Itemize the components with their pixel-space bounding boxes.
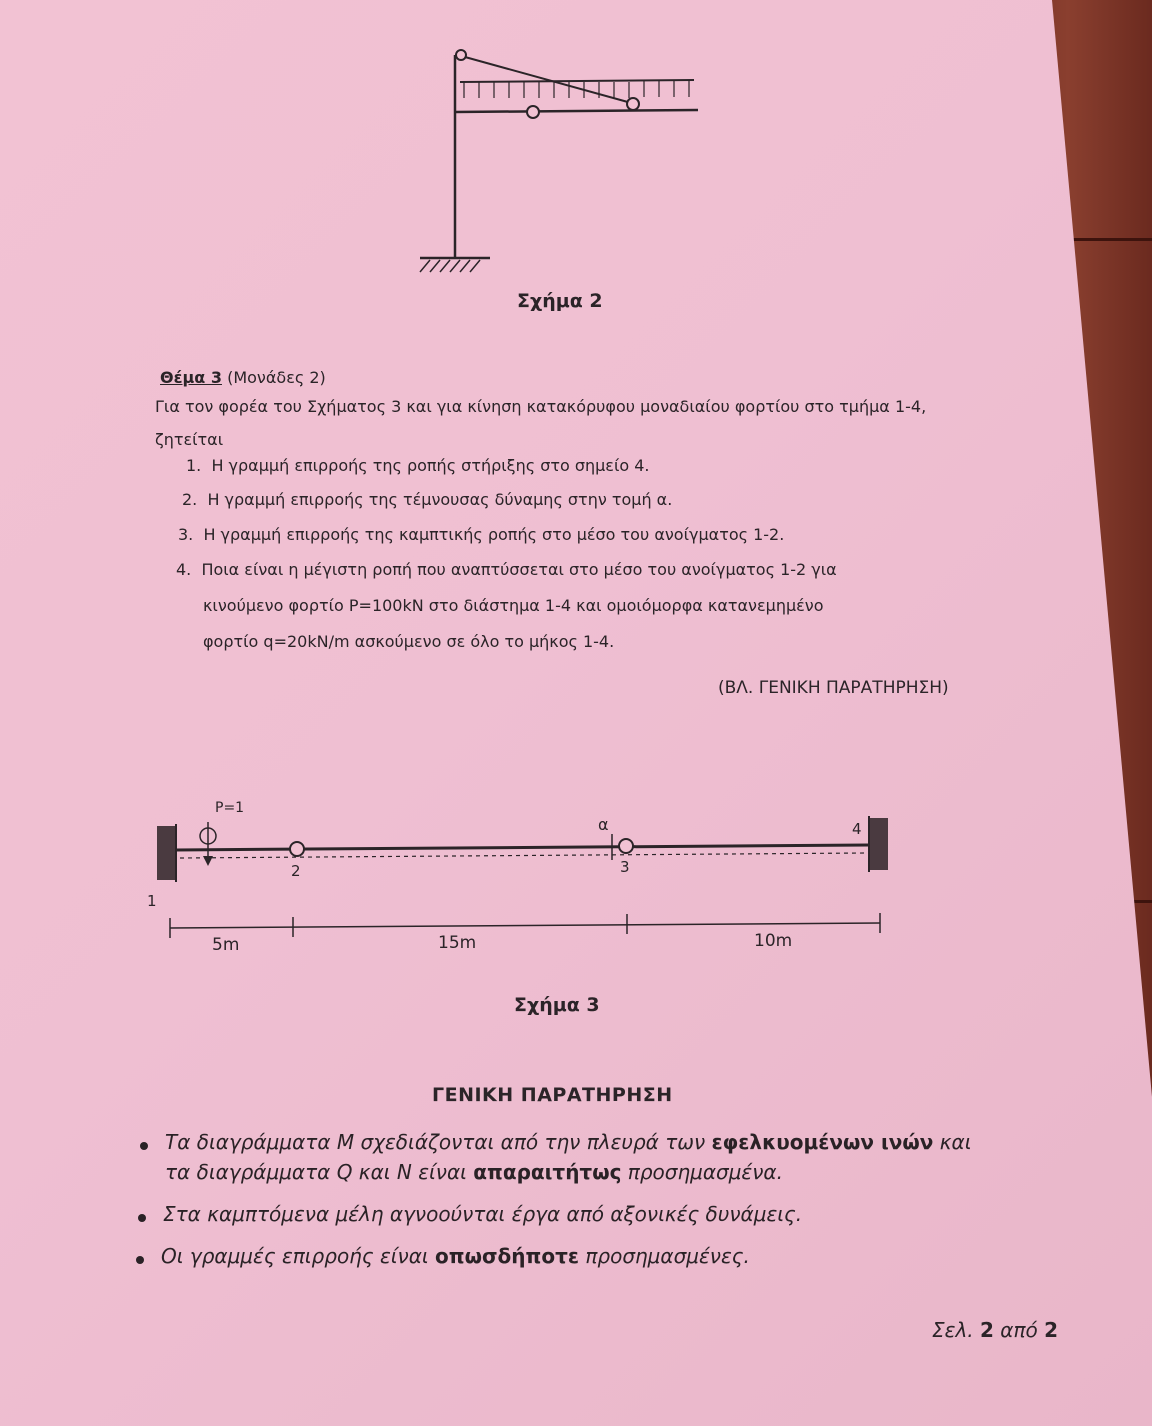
theme-intro: Για τον φορέα του Σχήματος 3 και για κίνηση κατακόρυφου μοναδιαίου φορτίου στο τμήμα 1-4, ζητείται bbox=[155, 397, 927, 449]
item-text: Ποια είναι η μέγιστη ροπή που αναπτύσσεται στο μέσο του ανοίγματος 1-2 για bbox=[201, 560, 837, 579]
figure-2-caption: Σχήμα 2 bbox=[517, 290, 603, 312]
text: προσημασμένα. bbox=[621, 1160, 783, 1184]
bold-text: απαραιτήτως bbox=[473, 1160, 622, 1184]
node-label-4: 4 bbox=[852, 820, 862, 838]
current-page: 2 bbox=[980, 1318, 994, 1342]
span-label-5m: 5m bbox=[212, 935, 240, 955]
question-item-4-continuation-2: φορτίο q=20kN/m ασκούμενο σε όλο το μήκος 1-4. bbox=[203, 632, 615, 651]
bold-text: εφελκυομένων ινών bbox=[711, 1130, 934, 1154]
bullet-3 bbox=[161, 1244, 750, 1268]
text: Τα διαγράμματα Μ σχεδιάζονται από την πλευρά των bbox=[165, 1130, 712, 1154]
item-number: 2. bbox=[182, 490, 198, 509]
item-number: 1. bbox=[186, 456, 202, 475]
bullet-icon bbox=[140, 1142, 148, 1150]
item-number: 4. bbox=[176, 560, 192, 579]
theme-points: (Μονάδες 2) bbox=[227, 368, 326, 387]
bullet-icon bbox=[138, 1214, 146, 1222]
figure-3-caption: Σχήμα 3 bbox=[514, 994, 600, 1016]
general-note-reference: (ΒΛ. ΓΕΝΙΚΗ ΠΑΡΑΤΗΡΗΣΗ) bbox=[718, 678, 949, 698]
section-label: α bbox=[598, 815, 609, 834]
text: Σελ. bbox=[932, 1318, 980, 1342]
bullet-2: Στα καμπτόμενα μέλη αγνοούνται έργα από αξονικές δυνάμεις. bbox=[163, 1202, 803, 1226]
text: Οι γραμμές επιρροής είναι bbox=[161, 1244, 436, 1268]
text: τα διαγράμματα Q και N είναι bbox=[165, 1160, 474, 1184]
bullet-icon bbox=[136, 1256, 144, 1264]
bullet-1-line-1 bbox=[165, 1130, 972, 1154]
item-text: Η γραμμή επιρροής της ροπής στήριξης στο σημείο 4. bbox=[211, 456, 650, 475]
item-text: Η γραμμή επιρροής της καμπτικής ροπής στο μέσο του ανοίγματος 1-2. bbox=[203, 525, 785, 544]
item-text: Η γραμμή επιρροής της τέμνουσας δύναμης στην τομή α. bbox=[207, 490, 673, 509]
bullet-1-line-2 bbox=[165, 1160, 783, 1184]
load-label: P=1 bbox=[215, 800, 245, 816]
total-pages: 2 bbox=[1044, 1318, 1059, 1342]
span-label-15m: 15m bbox=[438, 933, 477, 953]
node-label-2: 2 bbox=[291, 862, 301, 880]
text: και bbox=[933, 1130, 972, 1154]
general-note-title: ΓΕΝΙΚΗ ΠΑΡΑΤΗΡΗΣΗ bbox=[432, 1084, 673, 1106]
bold-text: οπωσδήποτε bbox=[435, 1244, 579, 1268]
theme-title: Θέμα 3 bbox=[160, 368, 222, 387]
span-label-10m: 10m bbox=[754, 931, 793, 951]
node-label-3: 3 bbox=[620, 858, 630, 876]
text: από bbox=[993, 1318, 1045, 1342]
question-item-4-continuation-1: κινούμενο φορτίο P=100kN στο διάστημα 1-4 και ομοιόμορφα κατανεμημένο bbox=[203, 596, 824, 615]
node-label-1: 1 bbox=[147, 892, 157, 910]
item-number: 3. bbox=[178, 525, 194, 544]
page-number bbox=[932, 1318, 1058, 1342]
text: προσημασμένες. bbox=[578, 1244, 750, 1268]
